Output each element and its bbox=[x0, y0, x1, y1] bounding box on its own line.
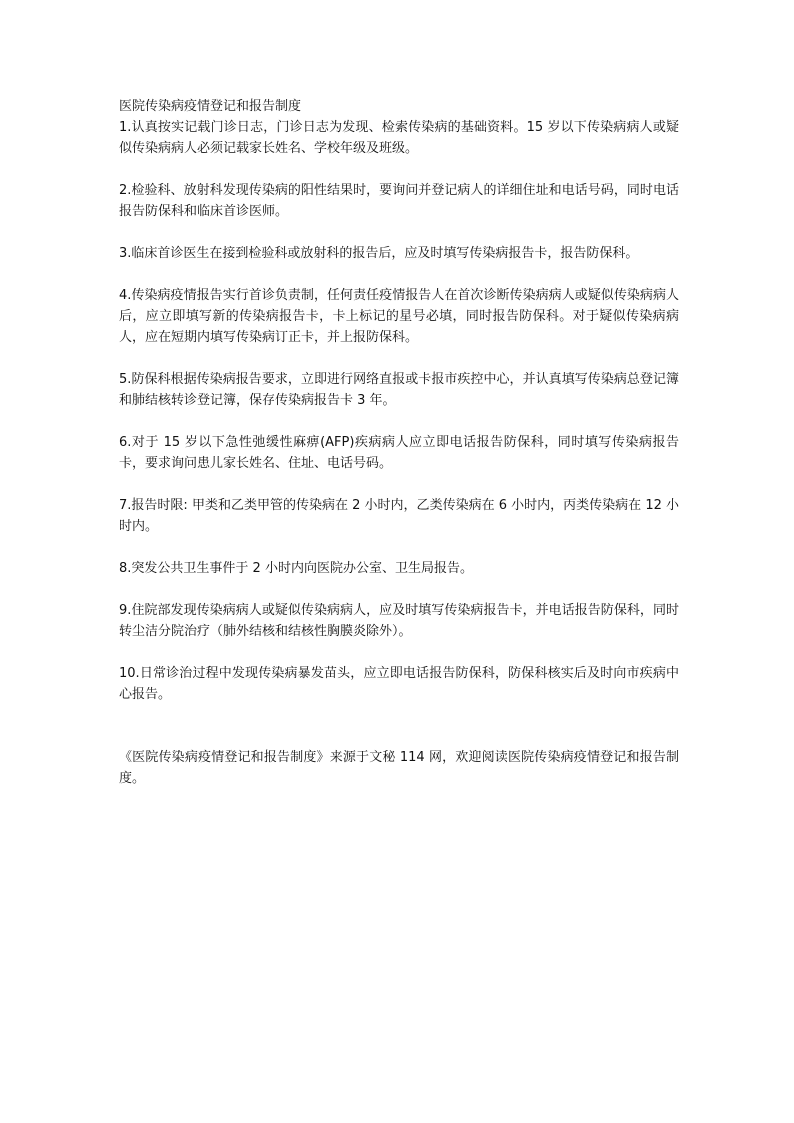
paragraph-9: 9.住院部发现传染病病人或疑似传染病病人，应及时填写传染病报告卡，并电话报告防保科，同时转尘洁分院治疗（肺外结核和结核性胸膜炎除外）。 bbox=[119, 603, 679, 639]
source-note: 《医院传染病疫情登记和报告制度》来源于文秘 114 网，欢迎阅读医院传染病疫情登记和报告制度。 bbox=[119, 750, 679, 786]
paragraph-2: 2.检验科、放射科发现传染病的阳性结果时，要询问并登记病人的详细住址和电话号码，同时电话报告防保科和临床首诊医师。 bbox=[119, 183, 679, 219]
paragraph-6: 6.对于 15 岁以下急性弛缓性麻痹(AFP)疾病病人应立即电话报告防保科，同时填写传染病报告卡，要求询问患儿家长姓名、住址、电话号码。 bbox=[119, 435, 679, 471]
paragraph-3: 3.临床首诊医生在接到检验科或放射科的报告后，应及时填写传染病报告卡，报告防保科。 bbox=[119, 246, 639, 261]
document-body bbox=[119, 97, 679, 802]
paragraph-7: 7.报告时限: 甲类和乙类甲管的传染病在 2 小时内，乙类传染病在 6 小时内，丙类传染病在 12 小时内。 bbox=[119, 498, 679, 534]
paragraph-5: 5.防保科根据传染病报告要求，立即进行网络直报或卡报市疾控中心，并认真填写传染病总登记簿和肺结核转诊登记簿，保存传染病报告卡 3 年。 bbox=[119, 372, 679, 408]
document-title: 医院传染病疫情登记和报告制度 bbox=[119, 99, 302, 114]
paragraph-1: 1.认真按实记载门诊日志，门诊日志为发现、检索传染病的基础资料。15 岁以下传染病病人或疑似传染病病人必须记载家长姓名、学校年级及班级。 bbox=[119, 120, 679, 156]
paragraph-10: 10.日常诊治过程中发现传染病暴发苗头，应立即电话报告防保科，防保科核实后及时向市疾病中心报告。 bbox=[119, 666, 679, 702]
paragraph-8: 8.突发公共卫生事件于 2 小时内向医院办公室、卫生局报告。 bbox=[119, 561, 473, 576]
paragraph-4: 4.传染病疫情报告实行首诊负责制，任何责任疫情报告人在首次诊断传染病病人或疑似传染病病人后，应立即填写新的传染病报告卡，卡上标记的星号必填，同时报告防保科。对于疑似传染病病人，应在短期内填写传染病订正卡，并上报防保科。 bbox=[119, 288, 679, 345]
